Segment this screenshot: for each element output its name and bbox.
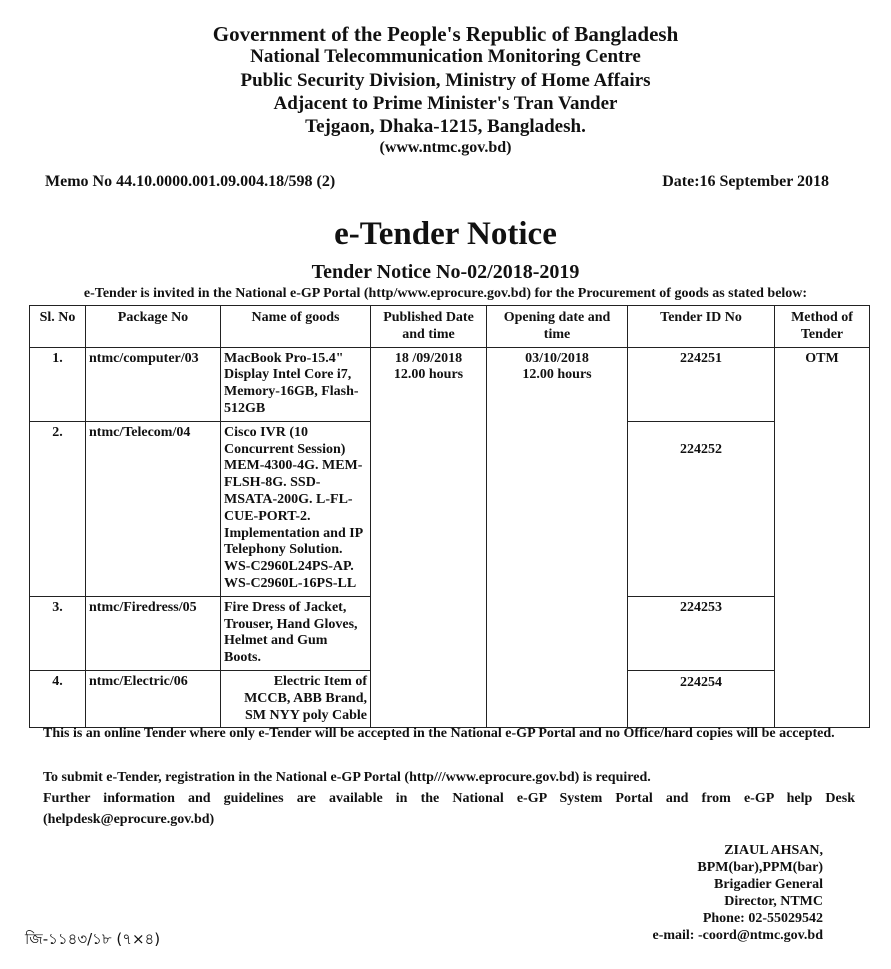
col-header-opening: Opening date and time xyxy=(487,306,628,348)
signatory-rank: Brigadier General xyxy=(714,877,823,893)
cell-tender-id: 224253 xyxy=(628,596,775,670)
published-date: 18 /09/2018 xyxy=(394,350,463,366)
signatory-awards: BPM(bar),PPM(bar) xyxy=(697,860,823,876)
cell-sl: 4. xyxy=(30,670,86,727)
intro-text: e-Tender is invited in the National e-GP Portal (http/www.eprocure.gov.bd) for the Procurement of goods as stated below: xyxy=(83,286,808,301)
cell-package: ntmc/Firedress/05 xyxy=(86,596,221,670)
tender-notice-number: Tender Notice No-02/2018-2019 xyxy=(311,261,580,283)
col-header-tender-id: Tender ID No xyxy=(628,306,775,348)
header-organization: National Telecommunication Monitoring Centre xyxy=(250,46,641,67)
cell-package: ntmc/computer/03 xyxy=(86,347,221,421)
cell-goods: MacBook Pro-15.4" Display Intel Core i7, Memory-16GB, Flash-512GB xyxy=(221,347,371,421)
cell-package: ntmc/Electric/06 xyxy=(86,670,221,727)
header-location: Adjacent to Prime Minister's Tran Vander xyxy=(273,93,618,114)
col-header-sl: Sl. No xyxy=(30,306,86,348)
further-info-note: Further information and guidelines are available in the National e-GP System Portal and from e-GP help Desk (helpdesk@eprocure.gov.bd) xyxy=(43,791,855,827)
cell-goods: Fire Dress of Jacket, Trouser, Hand Gloves, Helmet and Gum Boots. xyxy=(221,596,371,670)
cell-sl: 1. xyxy=(30,347,86,421)
cell-goods: Electric Item of MCCB, ABB Brand, SM NYY poly Cable xyxy=(221,670,371,727)
cell-opening xyxy=(487,347,628,728)
online-tender-note: This is an online Tender where only e-Tender will be accepted in the National e-GP Portal and no Office/hard copies will be accepted. xyxy=(43,726,835,741)
notice-date: Date:16 September 2018 xyxy=(662,173,829,190)
col-header-package: Package No xyxy=(86,306,221,348)
col-header-published: Published Date and time xyxy=(371,306,487,348)
signature-block xyxy=(652,842,823,944)
published-time: 12.00 hours xyxy=(393,367,464,383)
opening-date: 03/10/2018 xyxy=(525,350,589,366)
cell-sl: 3. xyxy=(30,596,86,670)
registration-note: To submit e-Tender, registration in the National e-GP Portal (http///www.eprocure.gov.bd) is required. xyxy=(43,770,651,785)
signatory-name: ZIAUL AHSAN, xyxy=(724,843,823,858)
header-division: Public Security Division, Ministry of Home Affairs xyxy=(240,70,651,91)
cell-published xyxy=(371,347,487,728)
col-header-goods: Name of goods xyxy=(221,306,371,348)
cell-sl: 2. xyxy=(30,421,86,596)
cell-goods: Cisco IVR (10 Concurrent Session) MEM-4300-4G. MEM-FLSH-8G. SSD-MSATA-200G. L-FL-CUE-PORT-2. Implementation and IP Telephony Solution. WS-C2960L24PS-AP. WS-C2960L-16PS-LL xyxy=(221,421,371,596)
page-title: e-Tender Notice xyxy=(334,216,557,252)
cell-package: ntmc/Telecom/04 xyxy=(86,421,221,596)
opening-time: 12.00 hours xyxy=(522,367,592,383)
signatory-position: Director, NTMC xyxy=(724,894,823,910)
memo-number: Memo No 44.10.0000.001.09.004.18/598 (2) xyxy=(45,173,336,190)
cell-method: OTM xyxy=(775,347,870,728)
table-header-row xyxy=(30,306,870,348)
cell-tender-id: 224251 xyxy=(628,347,775,421)
header-government: Government of the People's Republic of Bangladesh xyxy=(212,22,679,46)
cell-tender-id: 224254 xyxy=(628,670,775,727)
tender-table xyxy=(29,305,870,728)
col-header-method: Method of Tender xyxy=(775,306,870,348)
cell-tender-id: 224252 xyxy=(628,421,775,596)
signatory-phone: Phone: 02-55029542 xyxy=(702,911,823,927)
signatory-email: e-mail: -coord@ntmc.gov.bd xyxy=(652,928,823,944)
header-address: Tejgaon, Dhaka-1215, Bangladesh. xyxy=(305,116,586,137)
table-row xyxy=(30,347,870,421)
header-website: (www.ntmc.gov.bd) xyxy=(379,139,512,156)
ad-code: জি-১১৪৩/১৮ (৭×৪) xyxy=(25,930,161,948)
